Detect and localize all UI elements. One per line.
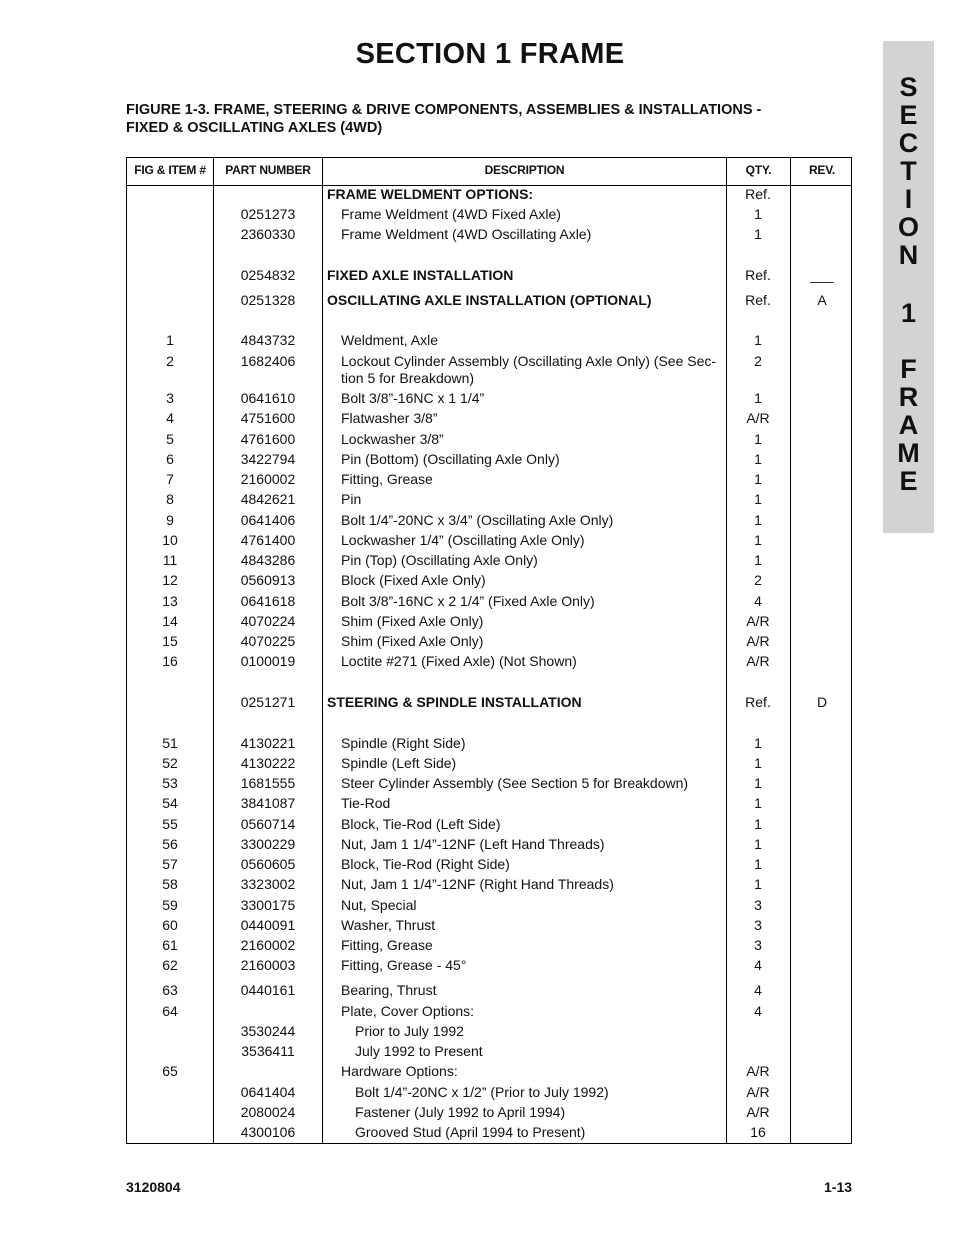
- tab-letter: R: [898, 382, 919, 412]
- quantity: 1: [754, 431, 762, 447]
- quantity: A/R: [746, 1063, 770, 1079]
- tab-letter: C: [898, 128, 919, 158]
- item-number: 10: [162, 532, 178, 548]
- quantity: 1: [754, 755, 762, 771]
- quantity: A/R: [746, 633, 770, 649]
- quantity: 1: [754, 552, 762, 568]
- description: Loctite #271 (Fixed Axle) (Not Shown): [341, 653, 577, 669]
- description: Lockwasher 3/8”: [341, 431, 444, 447]
- quantity: 1: [754, 390, 762, 406]
- figure-title: [126, 101, 846, 137]
- quantity: 1: [754, 206, 762, 222]
- quantity: 1: [754, 876, 762, 892]
- revision: A: [817, 292, 827, 308]
- part-number: 0251273: [240, 206, 296, 222]
- quantity: 1: [754, 451, 762, 467]
- part-number: 0251271: [240, 694, 296, 710]
- part-number: 4843286: [240, 552, 296, 568]
- item-number: 65: [162, 1063, 178, 1079]
- description: Grooved Stud (April 1994 to Present): [355, 1124, 586, 1140]
- description: Frame Weldment (4WD Fixed Axle): [341, 206, 561, 222]
- tab-letter: T: [900, 156, 917, 186]
- item-number: 1: [166, 332, 174, 348]
- quantity: A/R: [746, 1084, 770, 1100]
- item-number: 2: [166, 353, 174, 369]
- part-number: 2080024: [240, 1104, 296, 1120]
- description: Shim (Fixed Axle Only): [341, 633, 484, 649]
- item-number: 8: [166, 491, 174, 507]
- item-number: 57: [162, 856, 178, 872]
- part-number: 0560714: [240, 816, 296, 832]
- description: Lockwasher 1/4” (Oscillating Axle Only): [341, 532, 585, 548]
- description: Steer Cylinder Assembly (See Section 5 for Breakdown): [341, 775, 689, 791]
- description: Nut, Jam 1 1/4”-12NF (Right Hand Threads): [341, 876, 614, 892]
- item-number: 14: [162, 613, 178, 629]
- part-number: 4130222: [240, 755, 296, 771]
- description: Plate, Cover Options:: [341, 1003, 475, 1019]
- description: Washer, Thrust: [341, 917, 436, 933]
- description: Block, Tie-Rod (Right Side): [341, 856, 510, 872]
- header-description: DESCRIPTION: [484, 163, 565, 177]
- tab-letter: E: [899, 466, 918, 496]
- quantity: 1: [754, 332, 762, 348]
- description: Spindle (Left Side): [341, 755, 457, 771]
- quantity: 3: [754, 897, 762, 913]
- tab-letter: N: [898, 240, 919, 270]
- tab-letter: S: [899, 72, 918, 102]
- section-tab: [883, 41, 934, 533]
- part-number: 4761400: [240, 532, 296, 548]
- part-number: 3300175: [240, 897, 296, 913]
- part-number: 0560605: [240, 856, 296, 872]
- quantity: Ref.: [745, 292, 771, 308]
- description: FIXED AXLE INSTALLATION: [327, 267, 514, 283]
- item-number: 56: [162, 836, 178, 852]
- part-number: 0641618: [240, 593, 296, 609]
- description: Tie-Rod: [341, 795, 391, 811]
- description: OSCILLATING AXLE INSTALLATION (OPTIONAL): [327, 292, 652, 308]
- quantity: 2: [754, 353, 762, 369]
- description: Bolt 1/4”-20NC x 1/2” (Prior to July 1992): [355, 1084, 609, 1100]
- description: Weldment, Axle: [341, 332, 439, 348]
- quantity: A/R: [746, 613, 770, 629]
- part-number: 0440161: [240, 982, 296, 998]
- part-number: 0560913: [240, 572, 296, 588]
- part-number: 2160002: [240, 937, 296, 953]
- quantity: 4: [754, 1003, 762, 1019]
- tab-letter: 1: [900, 298, 917, 328]
- item-number: 4: [166, 410, 174, 426]
- header-item: FIG & ITEM #: [134, 163, 206, 177]
- part-number: 4843732: [240, 332, 296, 348]
- item-number: 61: [162, 937, 178, 953]
- quantity: 2: [754, 572, 762, 588]
- part-number: 0641610: [240, 390, 296, 406]
- figure-title-line-2: FIXED & OSCILLATING AXLES (4WD): [126, 120, 383, 136]
- item-number: 11: [162, 552, 178, 568]
- part-number: 0641404: [240, 1084, 296, 1100]
- description: Pin (Bottom) (Oscillating Axle Only): [341, 451, 560, 467]
- document-number: 3120804: [126, 1179, 181, 1195]
- description: STEERING & SPINDLE INSTALLATION: [327, 694, 582, 710]
- quantity: A/R: [746, 653, 770, 669]
- description: Bearing, Thrust: [341, 982, 437, 998]
- item-number: 9: [166, 512, 174, 528]
- part-number: 3841087: [240, 795, 296, 811]
- header-part-number: PART NUMBER: [225, 163, 311, 177]
- item-number: 59: [162, 897, 178, 913]
- item-number: 7: [166, 471, 174, 487]
- item-number: 62: [162, 957, 178, 973]
- part-number: 0440091: [240, 917, 296, 933]
- item-number: 51: [162, 735, 178, 751]
- description: Shim (Fixed Axle Only): [341, 613, 484, 629]
- header-rev: REV.: [808, 163, 836, 177]
- quantity: 1: [754, 836, 762, 852]
- part-number: 4761600: [240, 431, 296, 447]
- parts-table: [126, 157, 852, 1144]
- description: Spindle (Right Side): [341, 735, 466, 751]
- description: Fastener (July 1992 to April 1994): [355, 1104, 566, 1120]
- description: Frame Weldment (4WD Oscillating Axle): [341, 226, 592, 242]
- item-number: 64: [162, 1003, 178, 1019]
- tab-letter: I: [904, 184, 913, 214]
- part-number: 0254832: [240, 267, 296, 283]
- description: Flatwasher 3/8”: [341, 410, 438, 426]
- item-number: 3: [166, 390, 174, 406]
- part-number: 1682406: [240, 353, 296, 369]
- item-number: 53: [162, 775, 178, 791]
- description: Nut, Special: [341, 897, 417, 913]
- quantity: Ref.: [745, 186, 771, 202]
- quantity: A/R: [746, 410, 770, 426]
- quantity: 16: [750, 1124, 766, 1140]
- item-number: 63: [162, 982, 178, 998]
- description: Pin (Top) (Oscillating Axle Only): [341, 552, 538, 568]
- part-number: 0641406: [240, 512, 296, 528]
- quantity: 1: [754, 532, 762, 548]
- part-number: 4300106: [240, 1124, 296, 1140]
- item-number: 6: [166, 451, 174, 467]
- item-number: 5: [166, 431, 174, 447]
- description: July 1992 to Present: [355, 1043, 483, 1059]
- part-number: 4751600: [240, 410, 296, 426]
- tab-letter: O: [897, 212, 919, 242]
- column-divider: [322, 158, 323, 1143]
- quantity: 1: [754, 471, 762, 487]
- quantity: Ref.: [745, 267, 771, 283]
- tab-letter: M: [897, 438, 920, 468]
- description: Nut, Jam 1 1/4”-12NF (Left Hand Threads): [341, 836, 605, 852]
- description: FRAME WELDMENT OPTIONS:: [327, 186, 534, 202]
- part-number: 0251328: [240, 292, 296, 308]
- quantity: 1: [754, 816, 762, 832]
- quantity: 4: [754, 982, 762, 998]
- part-number: 0100019: [240, 653, 296, 669]
- quantity: 1: [754, 226, 762, 242]
- part-number: 3530244: [240, 1023, 296, 1039]
- part-number: 3300229: [240, 836, 296, 852]
- part-number: 2160003: [240, 957, 296, 973]
- item-number: 54: [162, 795, 178, 811]
- quantity: 4: [754, 957, 762, 973]
- part-number: 2160002: [240, 471, 296, 487]
- item-number: 16: [162, 653, 178, 669]
- description: Fitting, Grease - 45°: [341, 957, 467, 973]
- description: Bolt 1/4”-20NC x 3/4” (Oscillating Axle Only): [341, 512, 614, 528]
- quantity: 3: [754, 917, 762, 933]
- quantity: 4: [754, 593, 762, 609]
- description: Lockout Cylinder Assembly (Oscillating Axle Only) (See Sec-: [341, 353, 717, 369]
- item-number: 13: [162, 593, 178, 609]
- quantity: 3: [754, 937, 762, 953]
- quantity: 1: [754, 795, 762, 811]
- revision: D: [816, 694, 828, 710]
- revision: ___: [810, 267, 834, 283]
- description: Bolt 3/8”-16NC x 1 1/4”: [341, 390, 485, 406]
- description: Pin: [341, 491, 362, 507]
- quantity: 1: [754, 856, 762, 872]
- figure-title-line-1: FIGURE 1-3. FRAME, STEERING & DRIVE COMPONENTS, ASSEMBLIES & INSTALLATIONS -: [126, 102, 762, 118]
- part-number: 4130221: [240, 735, 296, 751]
- part-number: 3536411: [241, 1043, 295, 1059]
- page-number: 1-13: [824, 1179, 853, 1195]
- tab-letter: E: [899, 100, 918, 130]
- part-number: 4070225: [240, 633, 296, 649]
- part-number: 1681555: [240, 775, 296, 791]
- item-number: 12: [162, 572, 178, 588]
- item-number: 58: [162, 876, 178, 892]
- item-number: 55: [162, 816, 178, 832]
- description: Fitting, Grease: [341, 471, 433, 487]
- header-qty: QTY.: [745, 163, 772, 177]
- part-number: 4842621: [240, 491, 296, 507]
- quantity: Ref.: [745, 694, 771, 710]
- item-number: 15: [162, 633, 178, 649]
- quantity: 1: [754, 512, 762, 528]
- item-number: 60: [162, 917, 178, 933]
- section-title: SECTION 1 FRAME: [355, 38, 625, 70]
- quantity: 1: [754, 735, 762, 751]
- description-continued: tion 5 for Breakdown): [341, 370, 475, 386]
- description: Fitting, Grease: [341, 937, 433, 953]
- part-number: 4070224: [240, 613, 296, 629]
- part-number: 3422794: [240, 451, 296, 467]
- description: Block (Fixed Axle Only): [341, 572, 486, 588]
- part-number: 2360330: [240, 226, 296, 242]
- quantity: 1: [754, 775, 762, 791]
- description: Bolt 3/8”-16NC x 2 1/4” (Fixed Axle Only): [341, 593, 595, 609]
- quantity: A/R: [746, 1104, 770, 1120]
- description: Prior to July 1992: [355, 1023, 464, 1039]
- quantity: 1: [754, 491, 762, 507]
- part-number: 3323002: [240, 876, 296, 892]
- item-number: 52: [162, 755, 178, 771]
- description: Hardware Options:: [341, 1063, 458, 1079]
- description: Block, Tie-Rod (Left Side): [341, 816, 501, 832]
- tab-letter: F: [900, 354, 917, 384]
- tab-letter: A: [898, 410, 919, 440]
